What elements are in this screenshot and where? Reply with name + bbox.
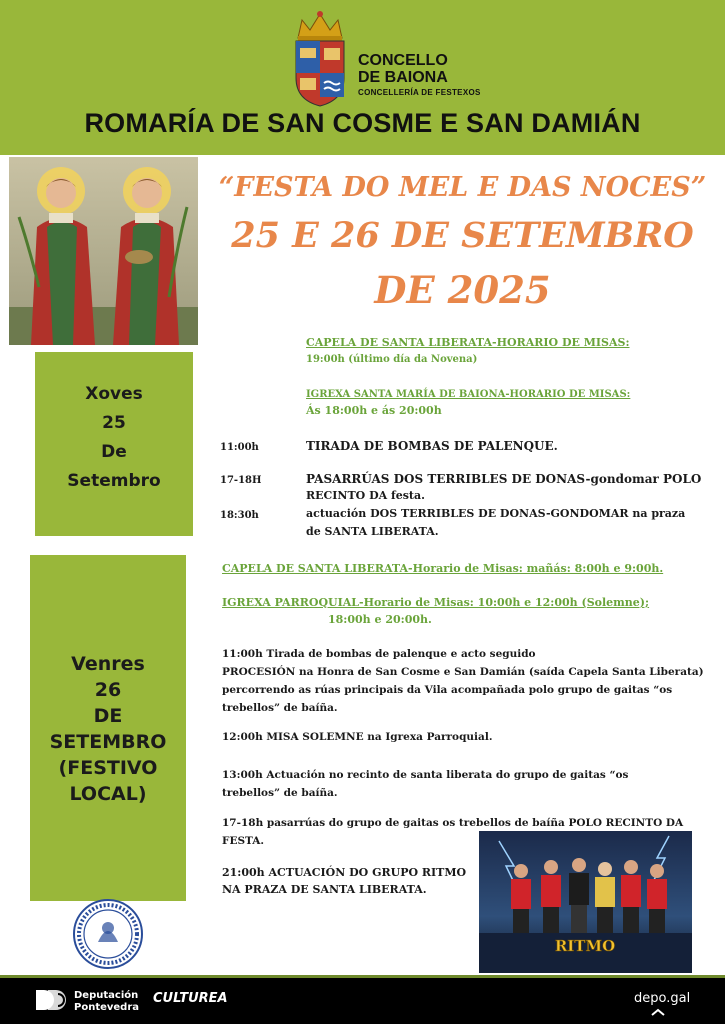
- festa-name: “FESTA DO MEL E DAS NOCES”: [218, 172, 707, 203]
- friday-event-line: 13:00h Actuación no recinto de santa liberata do grupo de gaitas “os: [222, 769, 629, 781]
- depo-gal-logo: depo.gal: [634, 991, 691, 1006]
- thursday-event-text: actuación DOS TERRIBLES DE DONAS-GONDOMAR na praza: [306, 507, 686, 520]
- concelleria-label: CONCELLERÍA DE FESTEXOS: [358, 88, 481, 97]
- friday-igrexa-line1: IGREXA PARROQUIAL-Horario de Misas: 10:00h e 12:00h (Solemne);: [222, 596, 650, 609]
- friday-event-line: NA PRAZA DE SANTA LIBERATA.: [222, 883, 427, 896]
- friday-event-line: 21:00h ACTUACIÓN DO GRUPO RITMO: [222, 866, 467, 879]
- festa-date-line1: 25 E 26 DE SETEMBRO: [231, 215, 694, 256]
- thursday-weekday: Xoves: [85, 384, 143, 404]
- friday-day-box: [30, 555, 186, 901]
- friday-de: DE: [93, 705, 123, 727]
- festa-date-line2: DE 2025: [374, 268, 551, 312]
- friday-igrexa-line2: 18:00h e 20:00h.: [328, 613, 432, 626]
- thursday-month: Setembro: [67, 471, 161, 491]
- friday-event-ritmo: [222, 864, 466, 898]
- parish-stamp: [72, 898, 144, 970]
- thursday-capela-time: 19:00h (último día da Novena): [306, 354, 478, 365]
- ritmo-band-photo: [479, 831, 692, 973]
- friday-capela-line: CAPELA DE SANTA LIBERATA-Horario de Misas: mañás: 8:00h e 9:00h.: [222, 562, 664, 575]
- band-name-logo: RITMO: [554, 937, 616, 955]
- friday-event-line: PROCESIÓN na Honra de San Cosme e San Damián (saída Capela Santa Liberata): [222, 666, 704, 678]
- friday-event-line: trebellos” de baíña.: [222, 787, 338, 799]
- saints-cosme-damian-image: [9, 157, 198, 345]
- concello-name-line2: DE BAIONA: [358, 69, 448, 86]
- event-title: ROMARÍA DE SAN COSME E SAN DAMIÁN: [84, 108, 641, 138]
- deputacion-label: [74, 990, 139, 1014]
- culturea-logo: CULTUREA: [153, 991, 228, 1006]
- thursday-event-text-cont: RECINTO DA festa.: [306, 489, 425, 502]
- friday-event-line: trebellos” de baíña.: [222, 702, 338, 714]
- concello-name-line1: CONCELLO: [358, 52, 448, 69]
- depo-gal-arrow-icon: [650, 1008, 666, 1016]
- friday-event-gaitas: [222, 766, 628, 802]
- footer-divider: [0, 975, 725, 978]
- thursday-event-time: 18:30h: [220, 510, 259, 521]
- thursday-event-text-cont: de SANTA LIBERATA.: [306, 525, 439, 538]
- friday-event-procesion: [222, 645, 704, 717]
- friday-event-misa: 12:00h MISA SOLEMNE na Igrexa Parroquial.: [222, 731, 493, 743]
- thursday-event-text: TIRADA DE BOMBAS DE PALENQUE.: [306, 439, 558, 453]
- thursday-de: De: [101, 442, 127, 462]
- friday-event-line: 17-18h pasarrúas do grupo de gaitas os trebellos de baíña POLO RECINTO DA: [222, 817, 684, 829]
- thursday-day-box: [35, 352, 193, 536]
- thursday-igrexa-time: Ás 18:00h e ás 20:00h: [306, 404, 442, 417]
- thursday-capela-heading: CAPELA DE SANTA LIBERATA-HORARIO DE MISAS:: [306, 336, 630, 349]
- thursday-event-text: PASARRÚAS DOS TERRIBLES DE DONAS-gondomar POLO: [306, 472, 702, 486]
- thursday-day-number: 25: [102, 413, 126, 433]
- deputacion-line2: Pontevedra: [74, 1002, 140, 1013]
- friday-event-line: FESTA.: [222, 835, 265, 847]
- friday-month: SETEMBRO: [49, 731, 167, 753]
- thursday-event-time: 11:00h: [220, 442, 259, 453]
- deputacion-line1: Deputación: [74, 990, 139, 1001]
- thursday-igrexa-heading: IGREXA SANTA MARÍA DE BAIONA-HORARIO DE MISAS:: [306, 389, 631, 400]
- concello-name: [358, 52, 448, 86]
- friday-day-number: 26: [94, 679, 122, 701]
- friday-event-line: percorrendo as rúas principais da Vila acompañada polo grupo de gaitas “os: [222, 684, 673, 696]
- thursday-event-time: 17-18H: [220, 475, 262, 486]
- friday-festivo: (FESTIVO: [58, 757, 158, 779]
- friday-event-line: 11:00h Tirada de bombas de palenque e acto seguido: [222, 648, 536, 660]
- concello-shield-logo: [290, 8, 350, 108]
- friday-local: LOCAL): [69, 783, 147, 805]
- deputacion-logo-icon: [34, 988, 68, 1012]
- friday-weekday: Venres: [71, 653, 145, 675]
